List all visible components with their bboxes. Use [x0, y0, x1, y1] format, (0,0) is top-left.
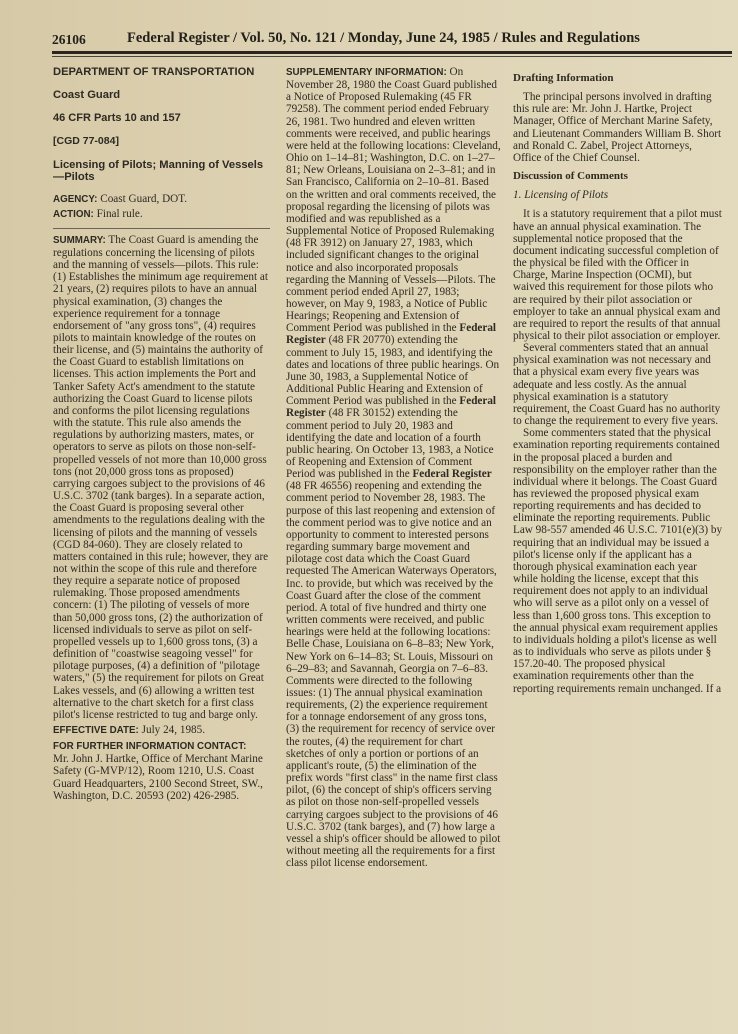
summary-label: SUMMARY: — [53, 234, 106, 246]
paragraph-five-years: Several commenters stated that an annual physical examination was not necessary and that a physical exam every five years was adequate and less costly. As the annual physical examination is a statutory requirement, the Coast Guard has no authority to change the requirement to every five years. — [513, 342, 721, 428]
page-header — [52, 30, 728, 52]
federal-register-ref-2: Federal Register — [286, 395, 497, 420]
cfr-parts-heading: 46 CFR Parts 10 and 157 — [53, 112, 181, 125]
action-label: ACTION: — [53, 208, 94, 220]
paragraph-reporting: Some commenters stated that the physical examination reporting requirements contained in the proposal placed a burden and responsibility on the employer rather than the individual where it belongs. The Coast Guard has reviewed the proposed physical exam reporting requirements and has decided to eliminate the reporting requirements. Public Law 98-557 amended 46 U.S.C. 7101(e)(3) by requiring that an individual may be issued a pilot's license only if the applicant has a thorough physical examination each year while holding the license, except that this requirement does not apply to an individual who will serve as a pilot only on a vessel of less than 1,600 gross tons. This exception to the annual physical exam requirement applies to individuals holding a pilot's license as well as to individuals who serve as pilots under § 157.20-40. The proposed physical examination requirements other than the reporting requirements remain unchanged. If a — [513, 427, 723, 695]
contact-label-line — [53, 740, 270, 753]
page-number: 26106 — [52, 32, 86, 47]
supplementary-text-c: (48 FR 30152) extending the comment period to July 20, 1983 and identifying the date and location of a fourth public hearing. On October 13, 1983, a Notice of Reopening and Extension of Comment Period was published in the — [286, 407, 494, 481]
sub-agency-heading: Coast Guard — [53, 89, 121, 102]
agency-heading: DEPARTMENT OF TRANSPORTATION — [53, 66, 255, 78]
supplementary-text-d: (48 FR 46556) reopening and extending the comment period to November 28, 1983. The purpose of this last reopening and extension of the comment period was to give notice and an opportunity to comment to interested persons regarding summary barge movement and pilotage cost data which the Coast Guard requested The American Waterways Operators, Inc. to provide, but which was received by the Coast Guard after the close of the comment period. A total of five hundred and thirty one written comments were received, and public hearings were held at the following locations: Belle Chase, Louisiana on 6–8–83; New York, New York on 6–14–83; St. Louis, Missouri on 6–29–83; and Savannah, Georgia on 7–6–83. Comments were directed to the following issues: (1) The annual physical examination requirements, (2) the experience requirement for a tonnage endorsement of any gross tons, (3) the requirement for recency of service over the routes, (4) the requirement for chart sketches of only a portion or portions of an applicant's route, (5) the elimination of the prefix words "first class" in the name first class pilot, (6) the concept of ship's officers serving as pilot on those non-self-propelled vessels carrying cargoes subject to the provisions of 46 U.S.C. 3702 (tank barges), and (7) how large a vessel a ship's officer should be allowed to pilot without meeting all the requirements for a first class pilot license endorsement. — [286, 480, 501, 870]
paragraph-physical-exam: It is a statutory requirement that a pilot must have an annual physical examination. The supplemental notice proposed that the document indicating successful completion of the physical be filed with the Officer in Charge, Marine Inspection (OCMI), but waived this requirement for those pilots who are required by their pilot association or employer to take an annual physical exam and are required to report the results of that annual physical to their pilot association or employer. — [513, 208, 722, 342]
docket-number: [CGD 77-084] — [53, 135, 119, 148]
action-line — [53, 208, 270, 221]
supplementary-paragraph — [286, 66, 502, 869]
contact-label: FOR FURTHER INFORMATION CONTACT: — [53, 741, 247, 753]
separator-rule — [53, 228, 270, 229]
agency-label: AGENCY: — [53, 194, 98, 206]
federal-register-ref-3: Federal Register — [412, 468, 492, 481]
effective-date-line — [53, 724, 270, 737]
column-3 — [513, 66, 723, 695]
section-heading-licensing: 1. Licensing of Pilots — [513, 189, 609, 202]
supplementary-text-b: (48 FR 20770) extending the comment to July 15, 1983, and identifying the dates and locations of three public hearings. On June 30, 1983, a Supplemental Notice of Additional Public Hearing and Extension of Comment Period was published in the — [286, 334, 500, 408]
summary-text: The Coast Guard is amending the regulations concerning the licensing of pilots and the manning of vessels—pilots. This rule: (1) Establishes the minimum age requirement at 21 years, (2) requires pilots to have an annual physical examination, (3) changes the experience requirement for a tonnage endorsement of "any gross tons", (4) requires pilots to maintain knowledge of the routes on their license, and (5) maintains the authority of the Coast Guard to establish limitations on licenses. This action implements the Port and Tanker Safety Act's amendment to the statute authorizing the Coast Guard to license pilots and conforms the pilot licensing regulations with the statute. This rule also amends the regulations by authorizing masters, mates, or operators to serve as pilots on those non-self-propelled vessels of not more than 10,000 gross tons (not 20,000 gross tons as proposed) carrying cargoes subject to the provisions of 46 U.S.C. 3702 (tank barges). In a separate action, the Coast Guard is proposing several other amendments to the regulations dealing with the licensing of pilots and the manning of vessels (CGD 84-060). They are closely related to matters contained in this rule; however, they are not within the scope of this rule and therefore they require a separate notice of proposed rulemaking. Those proposed amendments concern: (1) The piloting of vessels of more than 50,000 gross tons, (2) the authorization of licensed individuals to serve as pilot on self-propelled vessels up to 1,600 gross tons, (3) a definition of "coastwise seagoing vessel" for pilotage purposes, (4) a definition of "pilotage waters," (5) the requirement for pilots on Great Lakes vessels, and (6) allowing a written test alternative to the chart sketch for a first class pilot's license restricted to tug and barge only. — [53, 233, 269, 721]
agency-text: Coast Guard, DOT. — [100, 193, 188, 206]
supplementary-text-a: On November 28, 1980 the Coast Guard published a Notice of Proposed Rulemaking (45 FR 79258). The comment period ended February 26, 1981. Two hundred and eleven written comments were received, and public hearings were held at the following locations: Cleveland, Ohio on 1–14–81; Washington, D.C. on 1–27–81; New Orleans, Louisiana on 2–3–81; and in San Francisco, California on 2–10–81. Based on the written and oral comments received, the proposal regarding the licensing of pilots was modified and was republished as a Supplemental Notice of Proposed Rulemaking (48 FR 3912) on January 27, 1983, which included significant changes to the original notice and also incorporated proposals regarding the Manning of Vessels—Pilots. The comment period ended April 27, 1983; however, on May 9, 1983, a Notice of Public Hearings; Reopening and Extension of Comment Period was published in the — [286, 66, 501, 335]
summary-paragraph — [53, 234, 270, 721]
effective-date-text: July 24, 1985. — [141, 724, 206, 736]
action-text: Final rule. — [96, 207, 143, 220]
header-rule-thin — [52, 56, 732, 57]
agency-line — [53, 193, 270, 206]
subject-heading: Licensing of Pilots; Manning of Vessels—Pilots — [53, 158, 264, 184]
federal-register-ref-1: Federal Register — [286, 322, 497, 347]
supplementary-label: SUPPLEMENTARY INFORMATION: — [286, 67, 447, 78]
contact-text: Mr. John J. Hartke, Office of Merchant Marine Safety (G-MVP/12), Room 1210, U.S. Coast Guard Headquarters, 2100 Second Street, SW., Washington, D.C. 20593 (202) 426-2985. — [53, 753, 263, 802]
drafting-paragraph: The principal persons involved in drafting this rule are: Mr. John J. Hartke, Project Manager, Office of Merchant Marine Safety, and Lieutenant Commanders William B. Short and Ronald C. Zabel, Project Attorneys, Office of the Chief Counsel. — [513, 91, 722, 164]
header-rule-thick — [52, 51, 732, 54]
running-title: Federal Register / Vol. 50, No. 121 / Monday, June 24, 1985 / Rules and Regulations — [127, 30, 640, 46]
effective-date-label: EFFECTIVE DATE: — [53, 725, 139, 736]
drafting-heading: Drafting Information — [513, 72, 614, 84]
discussion-heading: Discussion of Comments — [513, 170, 628, 183]
column-2 — [286, 66, 502, 869]
column-1 — [53, 66, 270, 802]
